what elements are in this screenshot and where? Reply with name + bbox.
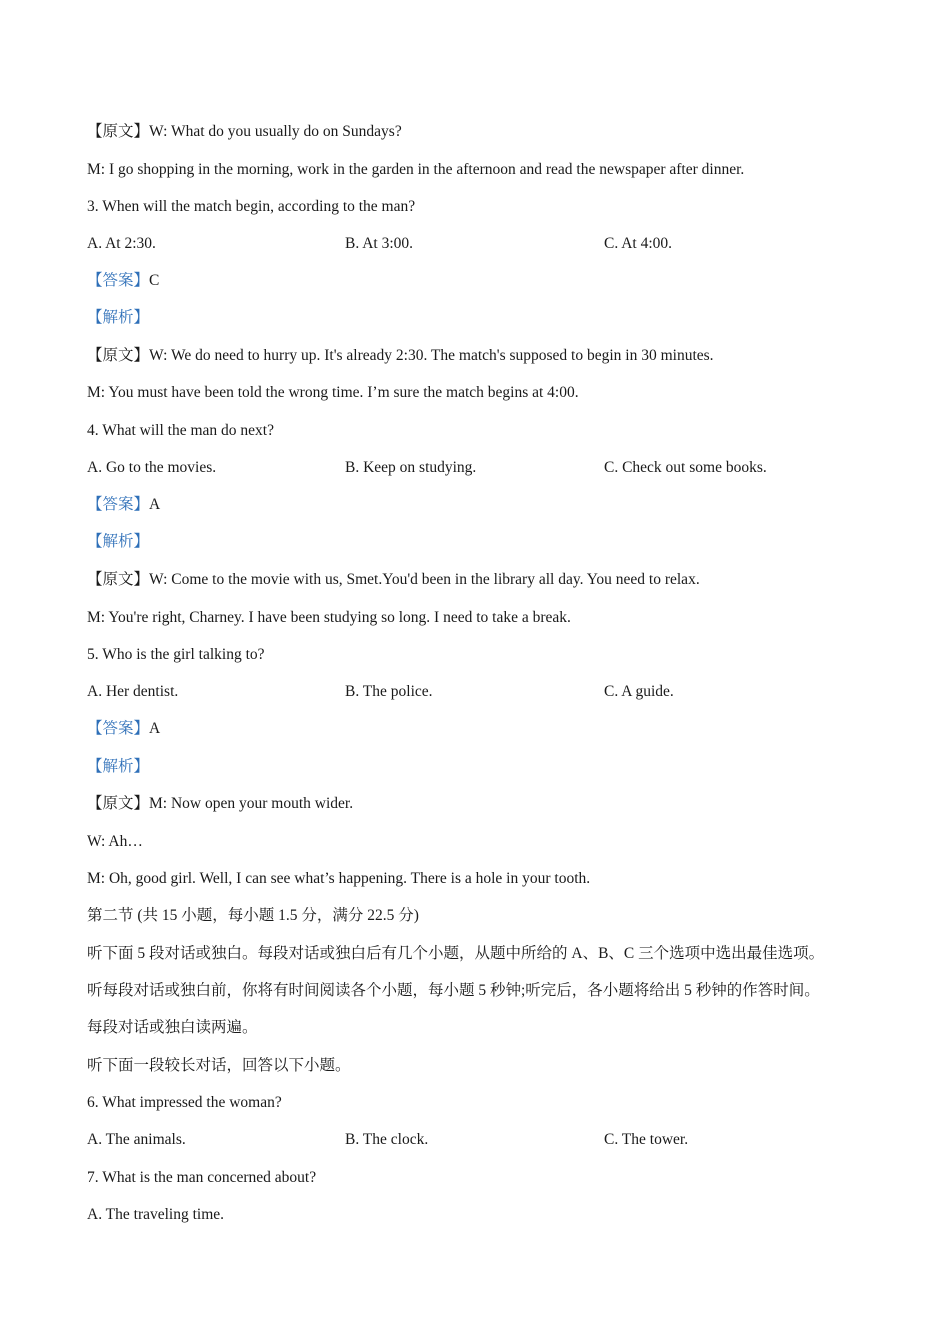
q3-option-c: C. At 4:00. — [604, 235, 673, 252]
q4-option-c: C. Check out some books. — [604, 459, 767, 476]
q6-option-b: B. The clock. — [345, 1131, 429, 1148]
q5-original-m: M: Now open your mouth wider. — [149, 795, 354, 812]
q6-option-c: C. The tower. — [604, 1131, 689, 1148]
original-tag: 【原文】 — [87, 571, 150, 588]
analysis-tag: 【解析】 — [87, 309, 150, 326]
q3-original-line — [87, 346, 714, 366]
section2-instruction-3: 每段对话或独白读两遍。 — [87, 1019, 258, 1036]
q4-answer-line — [87, 495, 160, 515]
q4-original-line — [87, 570, 700, 590]
original-tag: 【原文】 — [87, 795, 150, 812]
q3-question: 3. When will the match begin, according to the man? — [87, 198, 416, 215]
q5-w-line: W: Ah… — [87, 833, 143, 850]
q5-option-b: B. The police. — [345, 683, 433, 700]
q3-m-line: M: You must have been told the wrong time. I’m sure the match begins at 4:00. — [87, 384, 579, 401]
q5-m-line: M: Oh, good girl. Well, I can see what’s happening. There is a hole in your tooth. — [87, 870, 591, 887]
q3-option-a: A. At 2:30. — [87, 235, 156, 252]
section2-instruction-4: 听下面一段较长对话，回答以下小题。 — [87, 1057, 351, 1074]
q2-original-line — [87, 122, 402, 142]
answer-tag: 【答案】 — [87, 720, 150, 737]
original-tag: 【原文】 — [87, 123, 150, 140]
q6-option-a: A. The animals. — [87, 1131, 186, 1148]
q5-option-c: C. A guide. — [604, 683, 674, 700]
q3-original-w: W: We do need to hurry up. It's already 2:30. The match's supposed to begin in 30 minutes. — [149, 347, 714, 364]
q2-original-w: W: What do you usually do on Sundays? — [149, 123, 402, 140]
q5-analysis-line — [87, 757, 149, 777]
q4-question: 4. What will the man do next? — [87, 422, 274, 439]
original-tag: 【原文】 — [87, 347, 150, 364]
q3-analysis-line — [87, 308, 149, 328]
q5-answer: A — [149, 720, 161, 737]
q4-option-a: A. Go to the movies. — [87, 459, 217, 476]
answer-tag: 【答案】 — [87, 272, 150, 289]
analysis-tag: 【解析】 — [87, 758, 150, 775]
q4-answer: A — [149, 496, 161, 513]
q7-option-a: A. The traveling time. — [87, 1206, 225, 1223]
q3-option-b: B. At 3:00. — [345, 235, 414, 252]
q3-answer-line — [87, 271, 159, 291]
q7-question: 7. What is the man concerned about? — [87, 1169, 317, 1186]
section2-instruction-1: 听下面 5 段对话或独白。每段对话或独白后有几个小题，从题中所给的 A、B、C 三个选项中选出最佳选项。 — [87, 945, 825, 962]
analysis-tag: 【解析】 — [87, 533, 150, 550]
section2-instruction-2: 听每段对话或独白前，你将有时间阅读各个小题，每小题 5 秒钟;听完后，各小题将给出 5 秒钟的作答时间。 — [87, 982, 820, 999]
q4-analysis-line — [87, 532, 149, 552]
q4-option-b: B. Keep on studying. — [345, 459, 477, 476]
q6-question: 6. What impressed the woman? — [87, 1094, 282, 1111]
q2-m-line: M: I go shopping in the morning, work in the garden in the afternoon and read the newspaper after dinner. — [87, 161, 745, 178]
q5-original-line — [87, 794, 353, 814]
answer-tag: 【答案】 — [87, 496, 150, 513]
section2-heading: 第二节 (共 15 小题，每小题 1.5 分，满分 22.5 分) — [87, 907, 419, 924]
q4-original-w: W: Come to the movie with us, Smet.You'd been in the library all day. You need to relax. — [149, 571, 700, 588]
q4-m-line: M: You're right, Charney. I have been studying so long. I need to take a break. — [87, 609, 571, 626]
q5-question: 5. Who is the girl talking to? — [87, 646, 265, 663]
q3-answer: C — [149, 272, 160, 289]
q5-option-a: A. Her dentist. — [87, 683, 179, 700]
q5-answer-line — [87, 719, 160, 739]
